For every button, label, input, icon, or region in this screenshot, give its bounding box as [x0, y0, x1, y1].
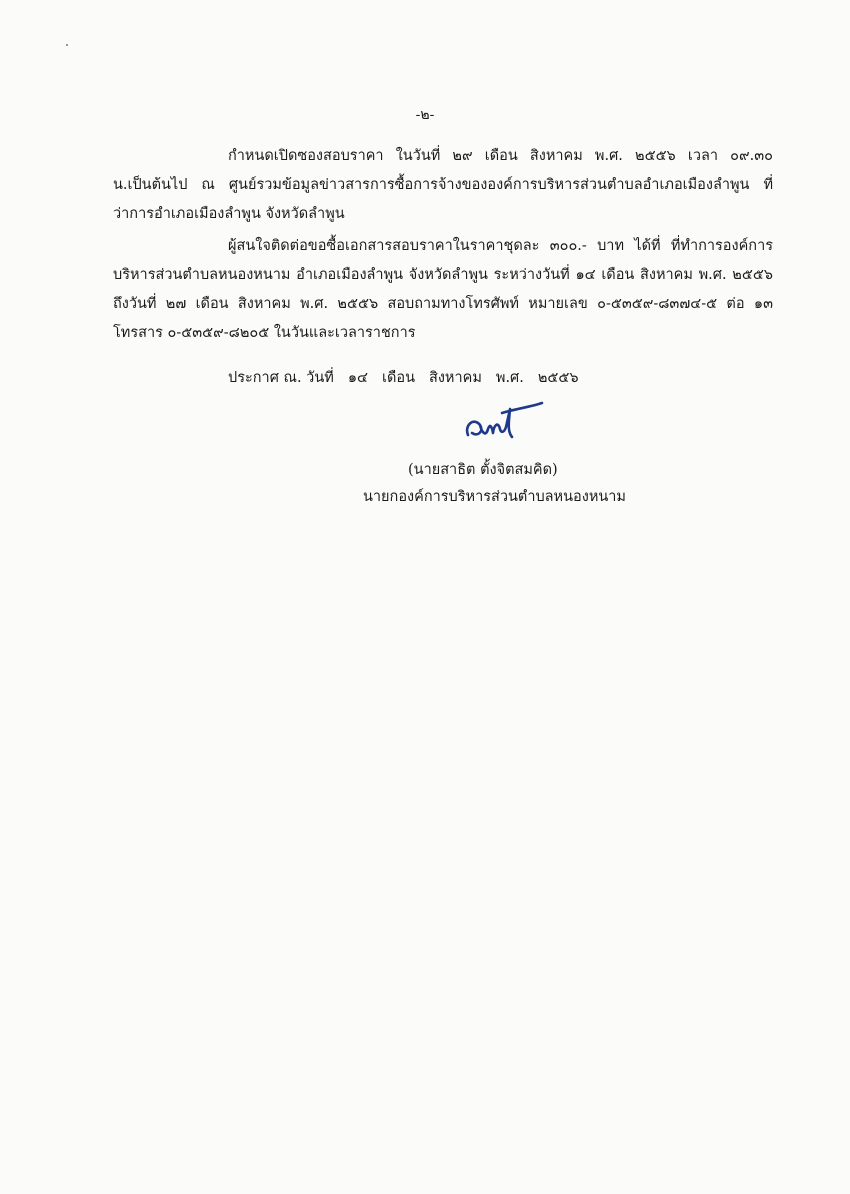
- announcement-day: ๑๔: [347, 370, 368, 386]
- bid-opening-text: กำหนดเปิดซองสอบราคา ในวันที่ ๒๙ เดือน สิงหาคม พ.ศ. ๒๕๕๖ เวลา ๐๙.๓๐ น.เป็นต้นไป ณ ศูนย์รวมข้อมูลข่าวสารการซื้อการจ้างขององค์การบริหารส่วนตำบลอำเภอเมืองลำพูน ที่ว่าการอำเภอเมืองลำพูน จังหวัดลำพูน: [113, 148, 773, 222]
- bid-opening-paragraph: [113, 142, 773, 229]
- announcement-month: สิงหาคม: [429, 370, 482, 386]
- announcement-year-label: พ.ศ.: [495, 370, 524, 386]
- signatory-name: (นายสาธิต ตั้งจิตสมคิด): [408, 462, 558, 478]
- document-purchase-text: ผู้สนใจติดต่อขอซื้อเอกสารสอบราคาในราคาชุดละ ๓๐๐.- บาท ได้ที่ ที่ทำการองค์การบริหารส่วนตำบลหนองหนาม อำเภอเมืองลำพูน จังหวัดลำพูน ระหว่างวันที่ ๑๔ เดือน สิงหาคม พ.ศ. ๒๕๕๖ ถึงวันที่ ๒๗ เดือน สิงหาคม พ.ศ. ๒๕๕๖ สอบถามทางโทรศัพท์ หมายเลข ๐-๕๓๕๙-๘๓๗๔-๕ ต่อ ๑๓ โทรสาร ๐-๕๓๕๙-๘๒๐๕ ในวันและเวลาราชการ: [113, 238, 773, 341]
- page-number: -๒-: [415, 107, 435, 123]
- handwritten-signature: [460, 395, 550, 445]
- announcement-prefix: ประกาศ ณ. วันที่: [228, 370, 334, 386]
- document-purchase-paragraph: [113, 232, 773, 348]
- announcement-date-line: [228, 366, 593, 389]
- scan-speck: [66, 44, 68, 46]
- signatory-title: นายกองค์การบริหารส่วนตำบลหนองหนาม: [363, 489, 626, 505]
- announcement-month-label: เดือน: [382, 370, 415, 386]
- announcement-year: ๒๕๕๖: [537, 370, 579, 386]
